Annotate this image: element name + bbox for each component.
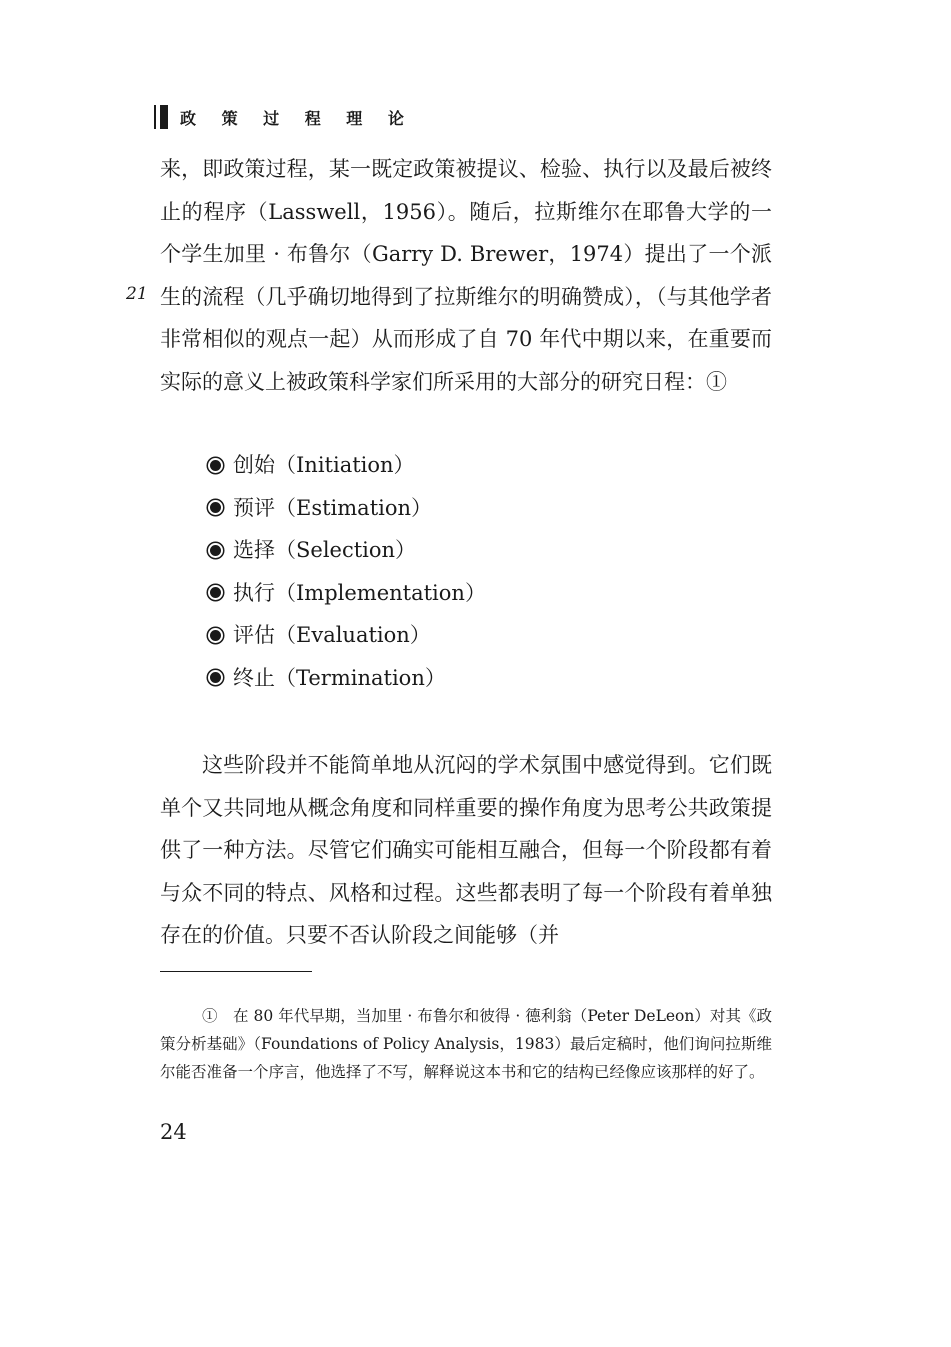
footnote-divider xyxy=(160,971,312,972)
stage-label: 评估（Evaluation） xyxy=(233,623,431,647)
running-head-title: 政 策 过 程 理 论 xyxy=(180,108,414,128)
bullet-icon xyxy=(208,670,223,685)
bullet-icon xyxy=(208,458,223,473)
list-item xyxy=(208,444,486,487)
running-head xyxy=(160,104,414,130)
list-item xyxy=(208,614,486,657)
stage-label: 预评（Estimation） xyxy=(233,495,433,520)
running-head-bar-icon xyxy=(160,105,168,129)
stage-list xyxy=(208,444,486,699)
stage-label: 选择（Selection） xyxy=(233,538,417,562)
stage-label: 执行（Implementation） xyxy=(233,580,486,605)
list-item xyxy=(208,487,486,530)
bullet-icon xyxy=(208,500,223,515)
bullet-icon xyxy=(208,585,223,600)
paragraph-2: 这些阶段并不能简单地从沉闷的学术氛围中感觉得到。它们既单个又共同地从概念角度和同样重要的操作角度为思考公共政策提供了一种方法。尽管它们确实可能相互融合，但每一个阶段都有着与众不同的特点、风格和过程。这些都表明了每一个阶段有着单独存在的价值。只要不否认阶段之间能够（并 xyxy=(160,753,772,947)
bullet-icon xyxy=(208,543,223,558)
stage-label: 创始（Initiation） xyxy=(233,453,415,477)
list-item xyxy=(208,657,486,700)
footnote: ① 在 80 年代早期，当加里 · 布鲁尔和彼得 · 德利翁（Peter DeLeon）对其《政策分析基础》（Foundations of Policy Analysis，1983）最后定稿时，他们询问拉斯维尔能否准备一个序言，他选择了不写，解释说这本书和它的结构已经像应该那样的好了。 xyxy=(160,1007,772,1081)
paragraph-1: 来，即政策过程，某一既定政策被提议、检验、执行以及最后被终止的程序（Lasswell，1956）。随后，拉斯维尔在耶鲁大学的一个学生加里 · 布鲁尔（Garry D. Brewer，1974）提出了一个派生的流程（几乎确切地得到了拉斯维尔的明确赞成），（与其他学者非常相似的观点一起）从而形成了自 70 年代中期以来，在重要而实际的意义上被政策科学家们所采用的大部分的研究日程：① xyxy=(160,157,772,394)
list-item xyxy=(208,529,486,572)
stage-label: 终止（Termination） xyxy=(233,665,446,690)
list-item xyxy=(208,572,486,615)
page-number: 24 xyxy=(160,1120,187,1144)
margin-page-reference: 21 xyxy=(126,284,148,304)
bullet-icon xyxy=(208,628,223,643)
